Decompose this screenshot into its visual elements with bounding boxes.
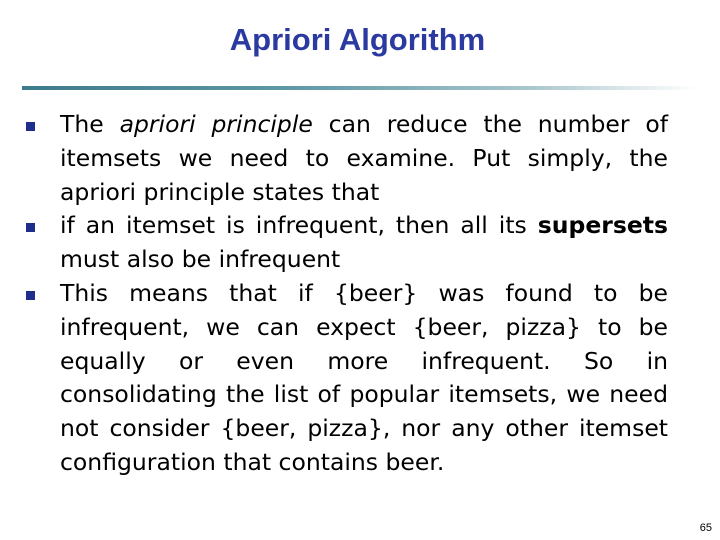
bullet-item-beer-example <box>26 277 668 480</box>
italic-term: apriori principle <box>119 110 313 138</box>
bullet-item-apriori-principle <box>26 108 668 209</box>
bullet-item-supersets <box>26 209 668 277</box>
bullet-list <box>26 108 668 480</box>
bullet-text: This means that if {beer} was found to be infrequent, we can expect {beer, pizza} to be equally or even more infrequent. So in consolidating the list of popular itemsets, we need not consider {beer, pizza}, nor any other itemset configuration that contains beer. <box>60 278 668 476</box>
square-bullet-icon <box>26 223 35 232</box>
bullet-text-part: can reduce the number of itemsets we need to examine. Put simply, the apriori principle states that <box>60 110 668 206</box>
page-number: 65 <box>699 522 712 534</box>
bold-term: supersets <box>537 211 668 240</box>
square-bullet-icon <box>26 122 35 131</box>
bullet-text-part: if an itemset is infrequent, then all its <box>60 211 538 240</box>
square-bullet-icon <box>26 291 35 300</box>
title-divider <box>22 86 698 90</box>
bullet-text-part: The <box>60 110 120 138</box>
bullet-text-part: must also be infrequent <box>60 245 341 274</box>
slide-title: Apriori Algorithm <box>229 22 486 57</box>
